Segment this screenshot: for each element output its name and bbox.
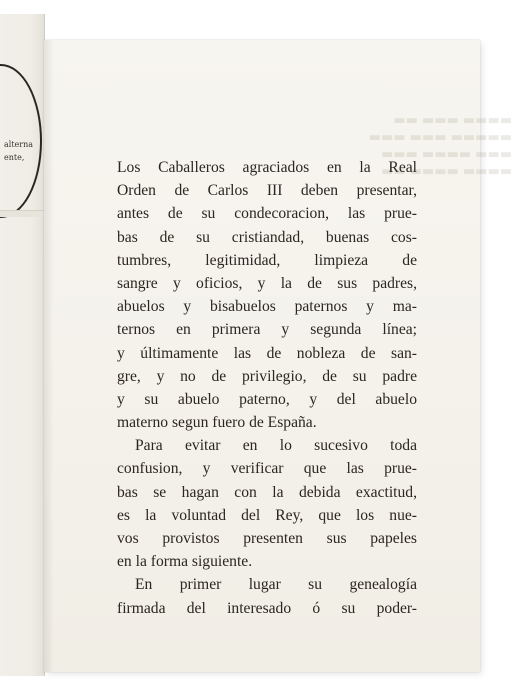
left-page: [0, 14, 45, 676]
text-line: y su abuelo paterno, y del abuelo: [117, 390, 417, 408]
text-line: tumbres, legitimidad, limpieza de: [117, 251, 417, 269]
text-line: vos provistos presenten sus papeles: [117, 530, 417, 547]
text-line: gre, y no de privilegio, de su padre: [117, 367, 417, 385]
text-line: En primer lugar su genealogía: [135, 576, 417, 594]
text-line: bas de su cristiandad, buenas cos-: [117, 228, 417, 246]
left-page-fragment: ente,: [4, 153, 25, 162]
text-line: materno segun fuero de España.: [117, 414, 317, 432]
text-line: en la forma siguiente.: [117, 553, 253, 571]
text-line: Orden de Carlos III deben presentar,: [117, 182, 417, 200]
text-line: abuelos y bisabuelos paternos y ma-: [117, 298, 417, 316]
text-line: Los Caballeros agraciados en la Real: [117, 159, 417, 176]
text-line: firmada del interesado ó su poder-: [117, 599, 417, 617]
text-line: y últimamente las de nobleza de san-: [117, 344, 417, 362]
left-page-fragment: alterna: [4, 140, 34, 149]
text-line: Para evitar en lo sucesivo toda: [135, 437, 417, 455]
left-page-edge: [0, 210, 44, 217]
text-line: confusion, y verificar que las prue-: [117, 460, 417, 478]
text-line: es la voluntad del Rey, que los nue-: [117, 506, 417, 524]
document-body: [117, 156, 417, 620]
bleed-through: ▬▬▬▬ ▬▬▬ ▬▬ ▬▬▬▬▬ ▬▬▬ ▬▬▬ ▬▬▬ ▬▬▬▬ ▬▬▬ ▬▬▬▬ ▬▬▬▬ ▬▬: [368, 113, 512, 179]
text-line: antes de su condecoracion, las prue-: [117, 205, 417, 223]
text-line: ternos en primera y segunda línea;: [117, 321, 417, 339]
text-line: bas se hagan con la debida exactitud,: [117, 483, 417, 501]
text-line: sangre y oficios, y la de sus padres,: [117, 274, 417, 292]
